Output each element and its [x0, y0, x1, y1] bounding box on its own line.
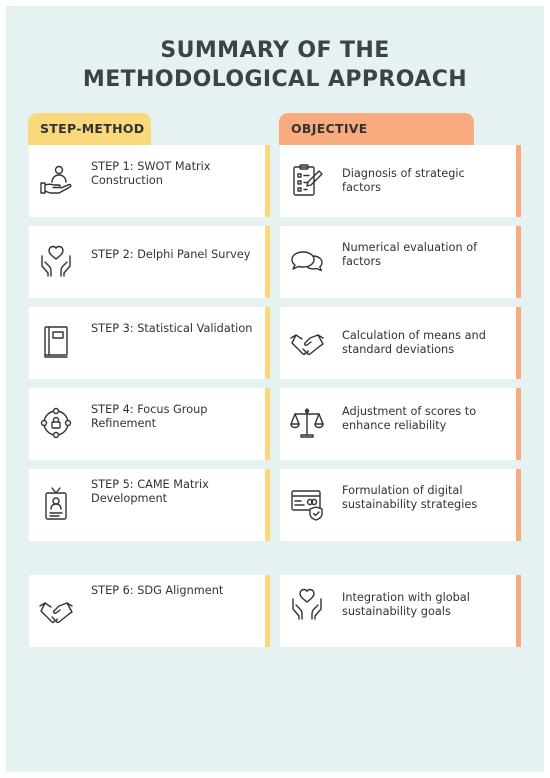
- hands-heart-icon: [39, 244, 73, 278]
- objective-card-3: [280, 307, 521, 379]
- objective-card-5: [280, 469, 521, 541]
- step-card-6: [29, 575, 270, 647]
- step-label: STEP 5: CAME Matrix Development: [91, 478, 209, 505]
- step-label: STEP 2: Delphi Panel Survey: [91, 248, 251, 261]
- objective-card-4: [280, 388, 521, 460]
- step-card-4: [29, 388, 270, 460]
- page-title: [0, 36, 550, 94]
- title-line-1: SUMMARY OF THE: [160, 38, 390, 63]
- objective-header: OBJECTIVE: [279, 113, 474, 145]
- book-icon: [39, 325, 73, 359]
- objective-label: Adjustment of scores to enhance reliability: [342, 405, 477, 432]
- objective-label: Calculation of means and standard deviations: [342, 329, 486, 356]
- objective-label: Numerical evaluation of factors: [342, 241, 478, 268]
- step-label: STEP 3: Statistical Validation: [91, 322, 253, 335]
- handshake-icon: [39, 593, 73, 627]
- hands-heart-icon: [290, 587, 324, 621]
- credit-card-shield-icon: [290, 487, 324, 521]
- network-lock-icon: [39, 406, 73, 440]
- step-card-3: [29, 307, 270, 379]
- title-line-2: METHODOLOGICAL APPROACH: [82, 67, 468, 92]
- handshake-icon: [290, 325, 324, 359]
- step-card-2: [29, 226, 270, 298]
- objective-label: Integration with global sustainability goals: [342, 591, 470, 618]
- step-method-header: STEP-METHOD: [28, 113, 151, 145]
- balance-scale-icon: [290, 406, 324, 440]
- id-badge-icon: [39, 487, 73, 521]
- objective-card-2: [280, 226, 521, 298]
- step-card-1: [29, 145, 270, 217]
- objective-label: Formulation of digital sustainability strategies: [342, 484, 478, 511]
- objective-card-1: [280, 145, 521, 217]
- hand-holding-person-icon: [39, 163, 73, 197]
- objective-card-6: [280, 575, 521, 647]
- step-label: STEP 4: Focus Group Refinement: [91, 403, 208, 430]
- speech-bubbles-icon: [290, 244, 324, 278]
- objective-label: Diagnosis of strategic factors: [342, 167, 465, 194]
- step-label: STEP 6: SDG Alignment: [91, 584, 224, 597]
- step-card-5: [29, 469, 270, 541]
- step-label: STEP 1: SWOT Matrix Construction: [91, 160, 211, 187]
- clipboard-checklist-icon: [290, 163, 324, 197]
